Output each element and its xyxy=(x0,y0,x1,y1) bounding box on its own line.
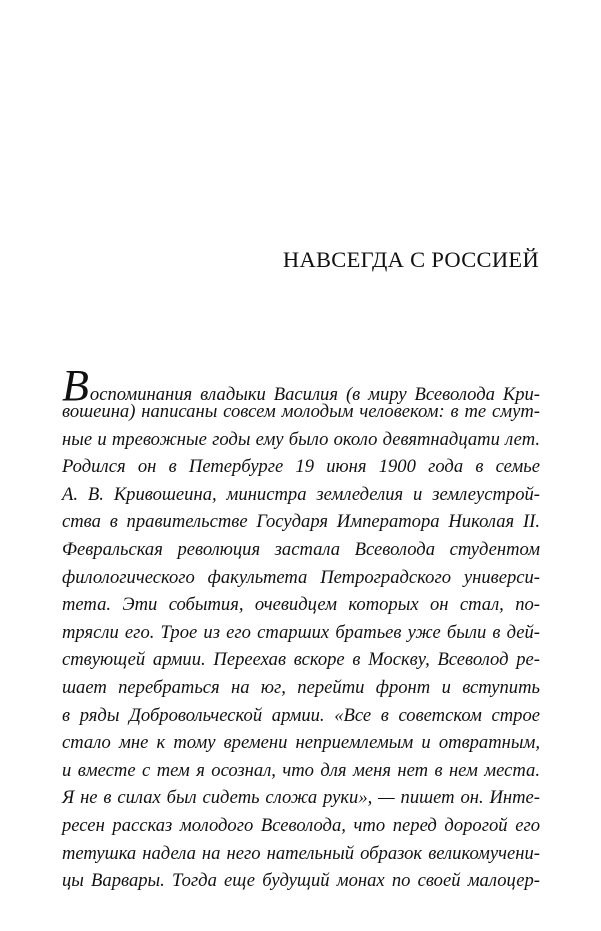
text-line: вошеина) написаны совсем молодым человеком: в те смут- xyxy=(62,401,540,422)
text-line: Родился он в Петербурге 19 июня 1900 года в семье xyxy=(62,456,540,478)
text-line: А. В. Кривошеина, министра земледелия и землеустрой- xyxy=(62,483,540,505)
text-line: и вместе с тем я осознал, что для меня нет в нем места. xyxy=(62,759,540,781)
text-line: трясли его. Трое из его старших братьев уже были в дей- xyxy=(62,621,540,643)
body-text xyxy=(62,361,540,895)
text-line: тета. Эти события, очевидцем которых он стал, по- xyxy=(62,594,540,616)
chapter-title: НАВСЕГДА С РОССИЕЙ xyxy=(282,247,539,272)
text-line: ные и тревожные годы ему было около девятнадцати лет. xyxy=(62,428,540,450)
text-line: Я не в силах был сидеть сложа руки», — пишет он. Инте- xyxy=(62,787,540,809)
text-line: цы Варвары. Тогда еще будущий монах по своей малоцер- xyxy=(62,870,540,892)
drop-cap: В xyxy=(62,361,89,410)
text-line-content: оспоминания владыки Василия (в миру Всеволода Кри- xyxy=(89,384,540,405)
text-line: ствующей армии. Переехав вскоре в Москву, Всеволод ре- xyxy=(62,649,540,671)
text-line: Февральская революция застала Всеволода студентом xyxy=(62,538,540,560)
text-line: филологического факультета Петроградского универси- xyxy=(62,566,540,588)
text-line xyxy=(62,361,540,410)
text-line: ства в правительстве Государя Императора Николая II. xyxy=(62,511,540,533)
text-line: ресен рассказ молодого Всеволода, что перед дорогой его xyxy=(62,814,540,836)
text-line: стало мне к тому времени неприемлемым и отвратным, xyxy=(62,732,540,754)
text-line: в ряды Добровольческой армии. «Все в советском строе xyxy=(62,704,540,726)
text-line: тетушка надела на него нательный образок великомучени- xyxy=(62,842,540,864)
text-line: шает перебраться на юг, перейти фронт и вступить xyxy=(62,676,540,698)
